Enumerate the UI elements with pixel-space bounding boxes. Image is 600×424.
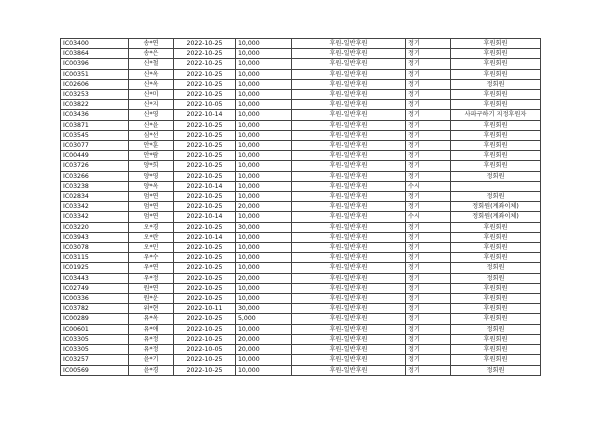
donor-id-cell: IC03342 bbox=[61, 212, 129, 222]
table-row bbox=[61, 79, 541, 89]
donor-name-cell: 심*선 bbox=[129, 130, 174, 140]
cycle-cell: 정기 bbox=[406, 232, 451, 242]
donation-type-cell: 후원-일반후원 bbox=[292, 314, 406, 324]
amount-cell: 10,000 bbox=[236, 151, 292, 161]
donation-date-cell: 2022-10-25 bbox=[174, 161, 236, 171]
donation-type-cell: 후원-일반후원 bbox=[292, 355, 406, 365]
amount-cell: 10,000 bbox=[236, 294, 292, 304]
member-class-cell: 정회원 bbox=[451, 324, 541, 334]
member-class-cell: 후원회원 bbox=[451, 141, 541, 151]
donation-type-cell: 후원-일반후원 bbox=[292, 324, 406, 334]
donor-name-cell: 신*철 bbox=[129, 59, 174, 69]
table-row bbox=[61, 355, 541, 365]
member-class-cell: 정회원 bbox=[451, 79, 541, 89]
donor-name-cell: 원*운 bbox=[129, 294, 174, 304]
donation-date-cell: 2022-10-25 bbox=[174, 192, 236, 202]
member-class-cell: 정회원 bbox=[451, 365, 541, 375]
donor-name-cell: 윤*경 bbox=[129, 365, 174, 375]
table-row bbox=[61, 304, 541, 314]
donation-date-cell: 2022-10-25 bbox=[174, 273, 236, 283]
table-row bbox=[61, 334, 541, 344]
donor-name-cell: 오*란 bbox=[129, 232, 174, 242]
donor-id-cell: IC03943 bbox=[61, 232, 129, 242]
donation-date-cell: 2022-10-25 bbox=[174, 69, 236, 79]
amount-cell: 10,000 bbox=[236, 79, 292, 89]
member-class-cell: 후원회원 bbox=[451, 232, 541, 242]
amount-cell: 10,000 bbox=[236, 59, 292, 69]
donation-type-cell: 후원-일반후원 bbox=[292, 79, 406, 89]
donation-date-cell: 2022-10-25 bbox=[174, 130, 236, 140]
table-row bbox=[61, 273, 541, 283]
cycle-cell: 정기 bbox=[406, 192, 451, 202]
donor-id-cell: IC03400 bbox=[61, 39, 129, 49]
cycle-cell: 수시 bbox=[406, 212, 451, 222]
table-row bbox=[61, 232, 541, 242]
donation-type-cell: 후원-일반후원 bbox=[292, 69, 406, 79]
donation-date-cell: 2022-10-25 bbox=[174, 355, 236, 365]
donor-id-cell: IC00601 bbox=[61, 324, 129, 334]
donor-name-cell: 엄*연 bbox=[129, 192, 174, 202]
donor-id-cell: IC03864 bbox=[61, 49, 129, 59]
table-row bbox=[61, 365, 541, 375]
donation-date-cell: 2022-10-25 bbox=[174, 334, 236, 344]
member-class-cell: 후원회원 bbox=[451, 222, 541, 232]
table-row bbox=[61, 324, 541, 334]
member-class-cell: 후원회원 bbox=[451, 39, 541, 49]
member-class-cell: 정회원 bbox=[451, 192, 541, 202]
table-row bbox=[61, 59, 541, 69]
member-class-cell: 정회원(계좌이체) bbox=[451, 212, 541, 222]
donation-type-cell: 후원-일반후원 bbox=[292, 202, 406, 212]
cycle-cell: 정기 bbox=[406, 161, 451, 171]
member-class-cell: 정회원 bbox=[451, 263, 541, 273]
donor-name-cell: 송*연 bbox=[129, 39, 174, 49]
member-class-cell: 후원회원 bbox=[451, 355, 541, 365]
member-class-cell: 정회원(계좌이체) bbox=[451, 202, 541, 212]
table-row bbox=[61, 141, 541, 151]
member-class-cell: 사파구하기 지정후원자 bbox=[451, 110, 541, 120]
member-class-cell: 후원회원 bbox=[451, 130, 541, 140]
cycle-cell: 정기 bbox=[406, 202, 451, 212]
amount-cell: 10,000 bbox=[236, 39, 292, 49]
table-row bbox=[61, 161, 541, 171]
donor-id-cell: IC03220 bbox=[61, 222, 129, 232]
donor-id-cell: IC02606 bbox=[61, 79, 129, 89]
amount-cell: 10,000 bbox=[236, 324, 292, 334]
amount-cell: 10,000 bbox=[236, 243, 292, 253]
cycle-cell: 정기 bbox=[406, 130, 451, 140]
cycle-cell: 정기 bbox=[406, 151, 451, 161]
donor-id-cell: IC02834 bbox=[61, 192, 129, 202]
donor-name-cell: 우*정 bbox=[129, 273, 174, 283]
donation-date-cell: 2022-10-25 bbox=[174, 151, 236, 161]
donor-id-cell: IC00396 bbox=[61, 59, 129, 69]
donor-id-cell: IC03782 bbox=[61, 304, 129, 314]
donation-type-cell: 후원-일반후원 bbox=[292, 171, 406, 181]
donation-date-cell: 2022-10-14 bbox=[174, 181, 236, 191]
cycle-cell: 정기 bbox=[406, 283, 451, 293]
donation-type-cell: 후원-일반후원 bbox=[292, 120, 406, 130]
donation-date-cell: 2022-10-25 bbox=[174, 222, 236, 232]
cycle-cell: 정기 bbox=[406, 314, 451, 324]
cycle-cell: 정기 bbox=[406, 243, 451, 253]
donation-date-cell: 2022-10-14 bbox=[174, 232, 236, 242]
member-class-cell: 후원회원 bbox=[451, 243, 541, 253]
donor-id-cell: IC03726 bbox=[61, 161, 129, 171]
donor-id-cell: IC03238 bbox=[61, 181, 129, 191]
table-row bbox=[61, 253, 541, 263]
table-row bbox=[61, 39, 541, 49]
donor-name-cell: 유*정 bbox=[129, 334, 174, 344]
member-class-cell: 후원회원 bbox=[451, 345, 541, 355]
donation-type-cell: 후원-일반후원 bbox=[292, 141, 406, 151]
table-row bbox=[61, 100, 541, 110]
amount-cell: 10,000 bbox=[236, 253, 292, 263]
donor-name-cell: 신*미 bbox=[129, 90, 174, 100]
donor-name-cell: 엄*연 bbox=[129, 212, 174, 222]
donation-type-cell: 후원-일반후원 bbox=[292, 334, 406, 344]
table-row bbox=[61, 202, 541, 212]
donation-date-cell: 2022-10-14 bbox=[174, 212, 236, 222]
donor-id-cell: IC03253 bbox=[61, 90, 129, 100]
donor-name-cell: 엄*연 bbox=[129, 202, 174, 212]
donation-date-cell: 2022-10-05 bbox=[174, 345, 236, 355]
donation-date-cell: 2022-10-25 bbox=[174, 283, 236, 293]
donor-name-cell: 유*정 bbox=[129, 345, 174, 355]
donation-date-cell: 2022-10-25 bbox=[174, 79, 236, 89]
amount-cell: 10,000 bbox=[236, 49, 292, 59]
cycle-cell: 정기 bbox=[406, 120, 451, 130]
cycle-cell: 정기 bbox=[406, 263, 451, 273]
donor-id-cell: IC00449 bbox=[61, 151, 129, 161]
member-class-cell: 정회원 bbox=[451, 171, 541, 181]
amount-cell: 10,000 bbox=[236, 141, 292, 151]
donation-type-cell: 후원-일반후원 bbox=[292, 304, 406, 314]
cycle-cell: 정기 bbox=[406, 90, 451, 100]
cycle-cell: 정기 bbox=[406, 110, 451, 120]
donor-id-cell: IC03545 bbox=[61, 130, 129, 140]
donation-type-cell: 후원-일반후원 bbox=[292, 192, 406, 202]
donor-name-cell: 양*희 bbox=[129, 161, 174, 171]
member-class-cell: 후원회원 bbox=[451, 59, 541, 69]
donation-date-cell: 2022-10-05 bbox=[174, 100, 236, 110]
amount-cell: 20,000 bbox=[236, 334, 292, 344]
cycle-cell: 정기 bbox=[406, 365, 451, 375]
donor-name-cell: 신*영 bbox=[129, 110, 174, 120]
donation-type-cell: 후원-일반후원 bbox=[292, 161, 406, 171]
donor-id-cell: IC03305 bbox=[61, 334, 129, 344]
cycle-cell: 정기 bbox=[406, 59, 451, 69]
donation-date-cell: 2022-10-25 bbox=[174, 141, 236, 151]
cycle-cell: 정기 bbox=[406, 100, 451, 110]
donation-type-cell: 후원-일반후원 bbox=[292, 263, 406, 273]
table-row bbox=[61, 90, 541, 100]
cycle-cell: 정기 bbox=[406, 49, 451, 59]
amount-cell: 10,000 bbox=[236, 161, 292, 171]
amount-cell: 30,000 bbox=[236, 304, 292, 314]
member-class-cell bbox=[451, 181, 541, 191]
cycle-cell: 정기 bbox=[406, 79, 451, 89]
amount-cell: 30,000 bbox=[236, 222, 292, 232]
member-class-cell: 후원회원 bbox=[451, 69, 541, 79]
donation-type-cell: 후원-일반후원 bbox=[292, 212, 406, 222]
donation-type-cell: 후원-일반후원 bbox=[292, 90, 406, 100]
donation-type-cell: 후원-일반후원 bbox=[292, 130, 406, 140]
donation-date-cell: 2022-10-25 bbox=[174, 59, 236, 69]
table-row bbox=[61, 120, 541, 130]
donor-name-cell: 신*옥 bbox=[129, 69, 174, 79]
member-class-cell: 후원회원 bbox=[451, 334, 541, 344]
cycle-cell: 정기 bbox=[406, 294, 451, 304]
amount-cell: 10,000 bbox=[236, 69, 292, 79]
table-row bbox=[61, 314, 541, 324]
table-row bbox=[61, 283, 541, 293]
donation-type-cell: 후원-일반후원 bbox=[292, 39, 406, 49]
donor-id-cell: IC03871 bbox=[61, 120, 129, 130]
donation-type-cell: 후원-일반후원 bbox=[292, 181, 406, 191]
donation-type-cell: 후원-일반후원 bbox=[292, 253, 406, 263]
table-row bbox=[61, 110, 541, 120]
donation-type-cell: 후원-일반후원 bbox=[292, 110, 406, 120]
table-row bbox=[61, 69, 541, 79]
member-class-cell: 후원회원 bbox=[451, 294, 541, 304]
amount-cell: 10,000 bbox=[236, 365, 292, 375]
donor-id-cell: IC03342 bbox=[61, 202, 129, 212]
member-class-cell: 정회원 bbox=[451, 273, 541, 283]
donor-id-cell: IC03266 bbox=[61, 171, 129, 181]
cycle-cell: 정기 bbox=[406, 324, 451, 334]
donation-table-body bbox=[61, 39, 541, 376]
table-row bbox=[61, 243, 541, 253]
donor-id-cell: IC03078 bbox=[61, 243, 129, 253]
member-class-cell: 후원회원 bbox=[451, 49, 541, 59]
donor-name-cell: 신*지 bbox=[129, 100, 174, 110]
donor-id-cell: IC00289 bbox=[61, 314, 129, 324]
amount-cell: 5,000 bbox=[236, 314, 292, 324]
member-class-cell: 후원회원 bbox=[451, 151, 541, 161]
amount-cell: 20,000 bbox=[236, 273, 292, 283]
donation-type-cell: 후원-일반후원 bbox=[292, 151, 406, 161]
donor-id-cell: IC00569 bbox=[61, 365, 129, 375]
donation-type-cell: 후원-일반후원 bbox=[292, 365, 406, 375]
donation-type-cell: 후원-일반후원 bbox=[292, 232, 406, 242]
amount-cell: 10,000 bbox=[236, 283, 292, 293]
member-class-cell: 후원회원 bbox=[451, 161, 541, 171]
table-row bbox=[61, 192, 541, 202]
cycle-cell: 정기 bbox=[406, 273, 451, 283]
table-row bbox=[61, 222, 541, 232]
donation-date-cell: 2022-10-25 bbox=[174, 90, 236, 100]
donation-date-cell: 2022-10-25 bbox=[174, 49, 236, 59]
donation-type-cell: 후원-일반후원 bbox=[292, 294, 406, 304]
table-row bbox=[61, 49, 541, 59]
member-class-cell: 후원회원 bbox=[451, 283, 541, 293]
amount-cell: 10,000 bbox=[236, 212, 292, 222]
donation-date-cell: 2022-10-25 bbox=[174, 314, 236, 324]
donor-name-cell: 송*은 bbox=[129, 49, 174, 59]
amount-cell: 10,000 bbox=[236, 192, 292, 202]
donor-id-cell: IC03257 bbox=[61, 355, 129, 365]
donor-name-cell: 우*연 bbox=[129, 263, 174, 273]
cycle-cell: 수시 bbox=[406, 181, 451, 191]
donation-type-cell: 후원-일반후원 bbox=[292, 243, 406, 253]
donor-name-cell: 신*옥 bbox=[129, 79, 174, 89]
cycle-cell: 정기 bbox=[406, 355, 451, 365]
amount-cell: 10,000 bbox=[236, 120, 292, 130]
cycle-cell: 정기 bbox=[406, 345, 451, 355]
donation-date-cell: 2022-10-25 bbox=[174, 202, 236, 212]
donor-id-cell: IC01925 bbox=[61, 263, 129, 273]
donor-name-cell: 윤*기 bbox=[129, 355, 174, 365]
member-class-cell: 후원회원 bbox=[451, 100, 541, 110]
amount-cell: 10,000 bbox=[236, 232, 292, 242]
donor-id-cell: IC00336 bbox=[61, 294, 129, 304]
amount-cell: 10,000 bbox=[236, 110, 292, 120]
cycle-cell: 정기 bbox=[406, 39, 451, 49]
member-class-cell: 후원회원 bbox=[451, 120, 541, 130]
donation-type-cell: 후원-일반후원 bbox=[292, 273, 406, 283]
donation-date-cell: 2022-10-25 bbox=[174, 324, 236, 334]
donation-date-cell: 2022-10-25 bbox=[174, 263, 236, 273]
table-row bbox=[61, 294, 541, 304]
table-row bbox=[61, 171, 541, 181]
donor-name-cell: 안*훈 bbox=[129, 141, 174, 151]
donation-type-cell: 후원-일반후원 bbox=[292, 222, 406, 232]
member-class-cell: 후원회원 bbox=[451, 253, 541, 263]
table-row bbox=[61, 263, 541, 273]
donation-date-cell: 2022-10-25 bbox=[174, 365, 236, 375]
amount-cell: 10,000 bbox=[236, 171, 292, 181]
donor-name-cell: 유*애 bbox=[129, 324, 174, 334]
table-row bbox=[61, 181, 541, 191]
donation-table bbox=[60, 38, 541, 376]
donor-name-cell: 원*연 bbox=[129, 283, 174, 293]
donation-type-cell: 후원-일반후원 bbox=[292, 283, 406, 293]
table-row bbox=[61, 345, 541, 355]
cycle-cell: 정기 bbox=[406, 253, 451, 263]
cycle-cell: 정기 bbox=[406, 171, 451, 181]
donor-id-cell: IC03115 bbox=[61, 253, 129, 263]
donation-type-cell: 후원-일반후원 bbox=[292, 49, 406, 59]
donation-type-cell: 후원-일반후원 bbox=[292, 59, 406, 69]
donation-type-cell: 후원-일반후원 bbox=[292, 345, 406, 355]
donation-type-cell: 후원-일반후원 bbox=[292, 100, 406, 110]
donor-name-cell: 오*민 bbox=[129, 243, 174, 253]
cycle-cell: 정기 bbox=[406, 304, 451, 314]
donation-date-cell: 2022-10-25 bbox=[174, 294, 236, 304]
donor-name-cell: 유*옥 bbox=[129, 314, 174, 324]
donor-name-cell: 양*옥 bbox=[129, 181, 174, 191]
amount-cell: 10,000 bbox=[236, 130, 292, 140]
amount-cell: 20,000 bbox=[236, 202, 292, 212]
donation-date-cell: 2022-10-25 bbox=[174, 39, 236, 49]
table-row bbox=[61, 151, 541, 161]
donor-name-cell: 위*현 bbox=[129, 304, 174, 314]
donor-id-cell: IC03436 bbox=[61, 110, 129, 120]
donor-id-cell: IC03305 bbox=[61, 345, 129, 355]
donation-date-cell: 2022-10-25 bbox=[174, 243, 236, 253]
table-row bbox=[61, 212, 541, 222]
cycle-cell: 정기 bbox=[406, 222, 451, 232]
donor-id-cell: IC03822 bbox=[61, 100, 129, 110]
member-class-cell: 후원회원 bbox=[451, 90, 541, 100]
donor-name-cell: 우*수 bbox=[129, 253, 174, 263]
amount-cell: 10,000 bbox=[236, 181, 292, 191]
amount-cell: 10,000 bbox=[236, 100, 292, 110]
cycle-cell: 정기 bbox=[406, 334, 451, 344]
table-row bbox=[61, 130, 541, 140]
donor-name-cell: 양*영 bbox=[129, 171, 174, 181]
amount-cell: 10,000 bbox=[236, 355, 292, 365]
donor-name-cell: 안*람 bbox=[129, 151, 174, 161]
donor-id-cell: IC00351 bbox=[61, 69, 129, 79]
amount-cell: 10,000 bbox=[236, 263, 292, 273]
donation-date-cell: 2022-10-14 bbox=[174, 110, 236, 120]
amount-cell: 20,000 bbox=[236, 345, 292, 355]
donor-name-cell: 신*윤 bbox=[129, 120, 174, 130]
member-class-cell: 후원회원 bbox=[451, 304, 541, 314]
donor-id-cell: IC02749 bbox=[61, 283, 129, 293]
donation-date-cell: 2022-10-25 bbox=[174, 171, 236, 181]
amount-cell: 10,000 bbox=[236, 90, 292, 100]
donor-id-cell: IC03443 bbox=[61, 273, 129, 283]
donation-date-cell: 2022-10-11 bbox=[174, 304, 236, 314]
donor-name-cell: 오*경 bbox=[129, 222, 174, 232]
donor-id-cell: IC03077 bbox=[61, 141, 129, 151]
donation-date-cell: 2022-10-25 bbox=[174, 120, 236, 130]
cycle-cell: 정기 bbox=[406, 69, 451, 79]
member-class-cell: 후원회원 bbox=[451, 314, 541, 324]
cycle-cell: 정기 bbox=[406, 141, 451, 151]
donation-date-cell: 2022-10-25 bbox=[174, 253, 236, 263]
